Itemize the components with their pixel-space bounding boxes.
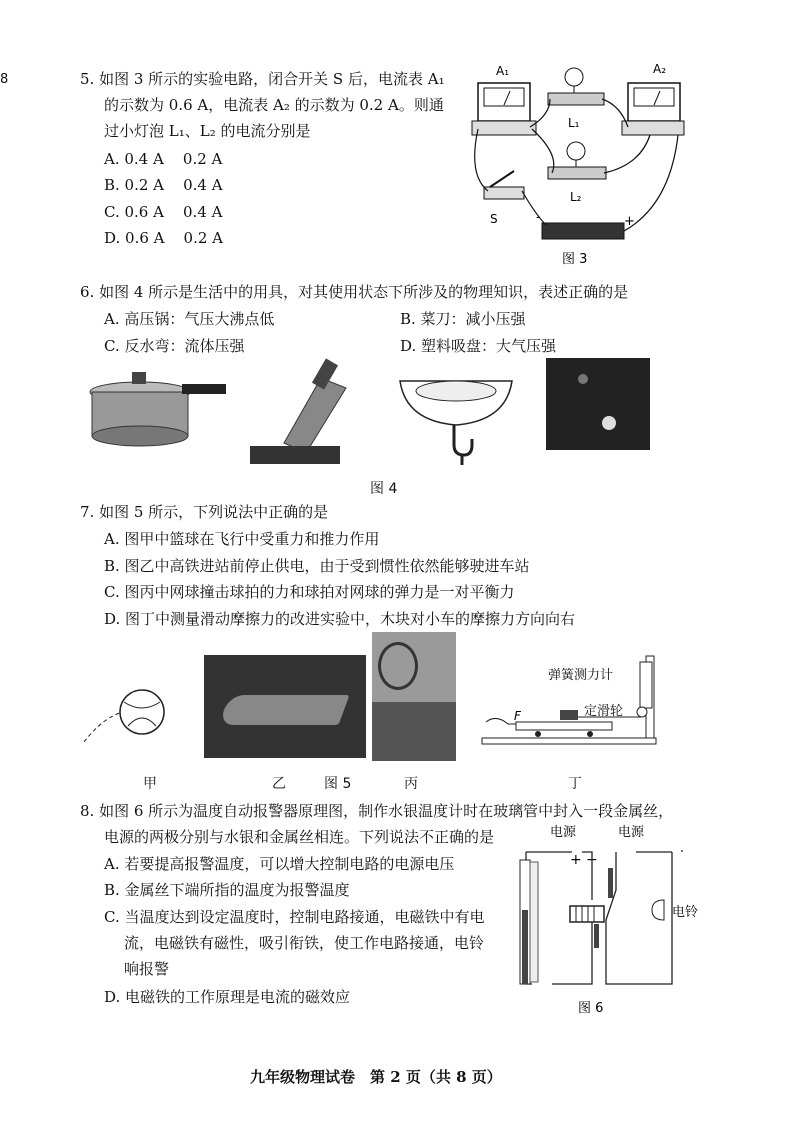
figure-6-alarm-circuit (512, 820, 722, 1020)
q5-option-c: C. 0.6 A 0.4 A (104, 203, 223, 221)
label-a2: A₂ (653, 62, 667, 76)
label-yi: 乙 (272, 776, 286, 792)
label-l1: L₁ (568, 116, 580, 130)
page-footer: 九年级物理试卷 第 2 页（共 8 页） (250, 1068, 502, 1086)
minus-sign: − (586, 852, 598, 868)
q8-option-c-line1: C. 当温度达到设定温度时，控制电路接通，电磁铁中有电 (104, 908, 485, 926)
q8-stem-line2: 电源的两极分别与水银和金属丝相连。下列说法不正确的是 (104, 828, 495, 846)
high-speed-train-image (204, 655, 366, 758)
q8-option-a: A. 若要提高报警温度，可以增大控制电路的电源电压 (104, 855, 455, 873)
bell-icon (652, 900, 664, 920)
battery (542, 223, 624, 239)
q5-stem-line2: 的示数为 0.6 A，电流表 A₂ 的示数为 0.2 A。则通 (104, 96, 444, 114)
spring-scale-label: 弹簧测力计 (548, 668, 614, 683)
lamp-l1 (548, 68, 604, 105)
figure-5-caption: 图 5 (324, 776, 352, 792)
basketball-trajectory-image (80, 680, 200, 750)
page-edge-mark: 8 (0, 72, 9, 87)
label-bing: 丙 (404, 776, 418, 792)
q8-option-d: D. 电磁铁的工作原理是电流的磁效应 (104, 988, 351, 1006)
label-minus: - (536, 210, 541, 225)
figure-6-caption: 图 6 (578, 1001, 604, 1016)
q6-option-c: C. 反水弯：流体压强 (104, 337, 245, 355)
force-label: F (514, 709, 521, 723)
q5-option-d: D. 0.6 A 0.2 A (104, 229, 224, 247)
label-l2: L₂ (570, 190, 582, 204)
ammeter-a1 (472, 83, 536, 135)
ammeter-a2 (622, 83, 684, 135)
plus-sign: + (570, 852, 582, 868)
q5-option-a: A. 0.4 A 0.2 A (104, 150, 223, 168)
label-jia: 甲 (143, 776, 157, 792)
sink-trap-image (396, 365, 516, 465)
q8-option-b: B. 金属丝下端所指的温度为报警温度 (104, 881, 350, 899)
q8-stem-line1: 8. 如图 6 所示为温度自动报警器原理图，制作水银温度计时在玻璃管中封入一段金属丝， (80, 802, 674, 820)
q6-option-a: A. 高压锅：气压大沸点低 (104, 310, 275, 328)
q6-option-b: B. 菜刀：减小压强 (400, 310, 526, 328)
q7-option-d: D. 图丁中测量滑动摩擦力的改进实验中，木块对小车的摩擦力方向向右 (104, 610, 576, 628)
label-s: S (490, 212, 498, 226)
figure-4-caption: 图 4 (370, 481, 398, 497)
figure-3-caption: 图 3 (562, 252, 588, 267)
q6-option-d: D. 塑料吸盘：大气压强 (400, 337, 557, 355)
q7-option-c: C. 图丙中网球撞击球拍的力和球拍对网球的弹力是一对平衡力 (104, 583, 515, 601)
kitchen-knife-image (246, 358, 351, 468)
tennis-racket-image (372, 632, 456, 761)
label-a1: A₁ (496, 64, 510, 78)
bell-label: 电铃 (672, 905, 699, 920)
suction-cup-image (546, 358, 650, 450)
q7-option-a: A. 图甲中篮球在飞行中受重力和推力作用 (104, 530, 380, 548)
thermometer (520, 860, 538, 984)
label-ding: 丁 (568, 776, 582, 792)
q6-stem: 6. 如图 4 所示是生活中的用具，对其使用状态下所涉及的物理知识，表述正确的是 (80, 283, 629, 301)
label-plus: + (624, 214, 635, 229)
pulley-label: 定滑轮 (584, 704, 624, 719)
q5-stem-line3: 过小灯泡 L₁、L₂ 的电流分别是 (104, 122, 311, 140)
q5-option-b: B. 0.2 A 0.4 A (104, 176, 223, 194)
figure-3-circuit (470, 55, 685, 270)
q8-option-c-line2: 流，电磁铁有磁性，吸引衔铁，使工作电路接通，电铃 (124, 934, 485, 952)
power-label-2: 电源 (618, 825, 645, 840)
q8-option-c-line3: 响报警 (124, 960, 170, 978)
lamp-l2 (548, 142, 606, 179)
power-label-1: 电源 (550, 825, 577, 840)
pressure-cooker-image (78, 362, 228, 452)
electromagnet (570, 906, 604, 922)
switch-s (484, 171, 524, 199)
q7-stem: 7. 如图 5 所示，下列说法中正确的是 (80, 503, 329, 521)
q5-stem-line1: 5. 如图 3 所示的实验电路，闭合开关 S 后，电流表 A₁ (80, 70, 445, 88)
q7-option-b: B. 图乙中高铁进站前停止供电，由于受到惯性依然能够驶进车站 (104, 557, 530, 575)
